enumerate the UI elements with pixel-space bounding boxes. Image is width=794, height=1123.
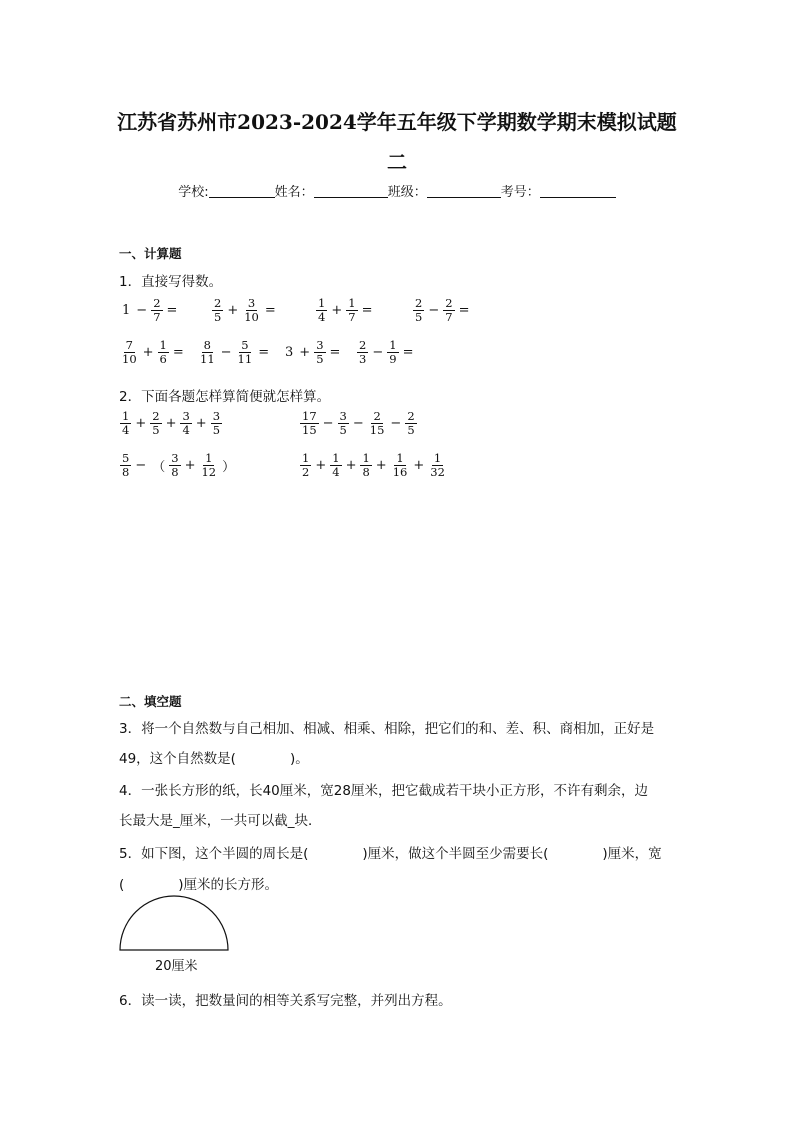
fraction-denominator: 15 (302, 423, 317, 437)
math-token: + (375, 458, 387, 473)
expr-r2d (356, 339, 416, 366)
math-token: − (322, 416, 334, 431)
fraction-denominator: 2 (302, 465, 310, 479)
fraction-denominator: 4 (182, 423, 190, 437)
math-token: − (220, 345, 232, 360)
semicircle-figure (116, 893, 236, 955)
math-token: − (428, 303, 440, 318)
math-token: − (372, 345, 384, 360)
fraction-denominator: 15 (369, 423, 385, 437)
fraction-denominator: 6 (159, 352, 167, 366)
fraction (428, 452, 447, 479)
fraction-numerator: 3 (182, 409, 190, 423)
fraction (346, 297, 357, 324)
fraction (391, 452, 410, 479)
fraction-numerator: 3 (171, 451, 179, 465)
question-2: 2．下面各题怎样算简便就怎样算。 (119, 389, 331, 405)
fraction (150, 410, 161, 437)
fraction-numerator: 1 (348, 296, 356, 310)
fraction-numerator: 1 (433, 451, 442, 465)
fraction-numerator: 7 (125, 338, 133, 352)
fraction-denominator: 4 (122, 423, 130, 437)
fraction-numerator: 1 (205, 451, 213, 465)
fraction-denominator: 11 (200, 352, 215, 366)
expr-r1b (211, 297, 279, 324)
question-4-line2: 长最大是_厘米，一共可以截_块． (119, 813, 322, 829)
fraction (120, 410, 131, 437)
class-blank[interactable] (427, 183, 501, 198)
equals-sign: = (361, 303, 373, 318)
fraction-denominator: 5 (339, 423, 347, 437)
fraction-numerator: 3 (212, 409, 221, 423)
fraction (180, 410, 191, 437)
fraction-denominator: 7 (445, 310, 453, 324)
fraction (120, 339, 139, 366)
fraction-numerator: 2 (153, 296, 161, 310)
section-heading-calc: 一、计算题 (119, 246, 182, 261)
expr-s2 (299, 410, 418, 437)
math-token: 1 (122, 303, 131, 318)
fraction (360, 452, 371, 479)
fraction (338, 410, 349, 437)
fraction-denominator: 11 (237, 352, 253, 366)
fraction-denominator: 8 (171, 465, 179, 479)
fraction-denominator: 5 (415, 310, 423, 324)
fraction-denominator: 16 (392, 465, 408, 479)
fraction (300, 410, 319, 437)
math-token: + (331, 303, 343, 318)
equals-sign: = (264, 303, 276, 318)
fraction-numerator: 1 (362, 451, 370, 465)
fraction-numerator: 1 (159, 338, 167, 352)
fraction (212, 297, 223, 324)
fraction-denominator: 10 (122, 352, 137, 366)
math-token: + (184, 458, 196, 473)
fraction-numerator: 5 (122, 451, 130, 465)
fraction (169, 452, 180, 479)
fraction-denominator: 5 (407, 423, 415, 437)
fraction-numerator: 3 (339, 409, 347, 423)
fraction-numerator: 1 (318, 296, 326, 310)
question-3-line2: 49，这个自然数是( )。 (119, 751, 309, 767)
question-3-line1: 3．将一个自然数与自己相加、相减、相乘、相除，把它们的和、差、积、商相加，正好是 (119, 721, 655, 737)
fraction-numerator: 1 (122, 409, 130, 423)
fraction-numerator: 2 (214, 296, 222, 310)
math-token: − (352, 416, 364, 431)
expr-r2c (282, 339, 343, 366)
math-token: + (142, 345, 154, 360)
fraction-numerator: 2 (407, 409, 415, 423)
math-token: ） (222, 460, 236, 475)
math-token: （ (152, 460, 166, 475)
equals-sign: = (402, 345, 414, 360)
fraction-denominator: 9 (389, 352, 397, 366)
fraction (199, 452, 218, 479)
fraction-denominator: 5 (214, 310, 222, 324)
fraction-denominator: 8 (122, 465, 130, 479)
expr-r1d (412, 297, 472, 324)
name-label: 姓名： (274, 185, 314, 200)
fraction-numerator: 2 (445, 296, 453, 310)
fraction-denominator: 10 (244, 310, 259, 324)
page-title: 江苏省苏州市2023-2024学年五年级下学期数学期末模拟试题 (117, 110, 677, 134)
question-1: 1．直接写得数。 (119, 274, 223, 290)
math-token: − (136, 303, 148, 318)
class-label: 班级： (387, 185, 427, 200)
fraction (314, 339, 325, 366)
fraction (120, 452, 131, 479)
expr-r1c (315, 297, 375, 324)
expr-r1a (119, 297, 180, 324)
equals-sign: = (258, 345, 270, 360)
exam-no-label: 考号： (500, 185, 540, 200)
expr-s3 (119, 452, 238, 479)
page-title-line2: 二 (387, 150, 407, 174)
fraction (405, 410, 416, 437)
school-label: 学校: (178, 185, 209, 200)
question-4-line1: 4．一张长方形的纸，长40厘米，宽28厘米，把它截成若干块小正方形，不许有剩余，边 (119, 783, 648, 799)
equals-sign: = (329, 345, 341, 360)
fraction-denominator: 4 (318, 310, 326, 324)
student-info-line (0, 181, 794, 200)
fraction-denominator: 32 (430, 465, 445, 479)
fraction-numerator: 1 (396, 451, 404, 465)
fraction-numerator: 5 (241, 338, 249, 352)
fraction-denominator: 5 (212, 423, 221, 437)
math-token: − (390, 416, 402, 431)
fraction (387, 339, 398, 366)
fraction (242, 297, 261, 324)
fraction-numerator: 8 (203, 338, 211, 352)
exam-no-blank[interactable] (540, 183, 616, 198)
expr-s4 (299, 452, 448, 479)
semicircle-diameter-label: 20厘米 (155, 959, 198, 974)
fraction-denominator: 7 (153, 310, 161, 324)
fraction (300, 452, 311, 479)
equals-sign: = (458, 303, 470, 318)
math-token: − (135, 458, 147, 473)
fraction (357, 339, 368, 366)
math-token: 3 (285, 345, 294, 360)
fraction (443, 297, 454, 324)
expr-s1 (119, 410, 223, 437)
fraction-denominator: 5 (316, 352, 324, 366)
fraction-denominator: 5 (152, 423, 160, 437)
fraction-numerator: 2 (415, 296, 423, 310)
fraction (330, 452, 341, 479)
fraction-denominator: 8 (362, 465, 370, 479)
math-token: + (345, 458, 357, 473)
question-5-line1: 5．如下图，这个半圆的周长是( )厘米，做这个半圆至少需要长( )厘米，宽 (119, 846, 662, 862)
fraction (211, 410, 222, 437)
fraction-numerator: 1 (389, 338, 397, 352)
fraction (413, 297, 424, 324)
question-6: 6．读一读，把数量间的相等关系写完整，并列出方程。 (119, 993, 452, 1009)
math-token: + (195, 416, 207, 431)
fraction-numerator: 1 (302, 451, 310, 465)
expr-r2a (119, 339, 187, 366)
fraction (158, 339, 169, 366)
fraction-numerator: 3 (316, 338, 324, 352)
fraction-denominator: 4 (332, 465, 340, 479)
fraction-numerator: 2 (373, 409, 381, 423)
fraction-denominator: 12 (201, 465, 217, 479)
fraction-numerator: 2 (359, 338, 367, 352)
equals-sign: = (172, 345, 184, 360)
equals-sign: = (166, 303, 178, 318)
math-token: + (413, 458, 425, 473)
math-token: + (135, 416, 147, 431)
fraction-numerator: 2 (152, 409, 160, 423)
fraction (316, 297, 327, 324)
fraction-numerator: 3 (247, 296, 256, 310)
expr-r2b (197, 339, 272, 366)
fraction-denominator: 7 (348, 310, 356, 324)
fraction (236, 339, 255, 366)
name-blank[interactable] (314, 183, 388, 198)
section-heading-fill: 二、填空题 (119, 694, 182, 709)
fraction (368, 410, 387, 437)
semicircle-shape (120, 896, 228, 950)
math-token: + (227, 303, 239, 318)
math-token: + (315, 458, 327, 473)
math-token: + (165, 416, 177, 431)
math-token: + (299, 345, 311, 360)
fraction-numerator: 1 (332, 451, 340, 465)
school-blank[interactable] (209, 183, 275, 198)
fraction-denominator: 3 (359, 352, 367, 366)
fraction (198, 339, 217, 366)
fraction (151, 297, 162, 324)
question-5-line2: ( )厘米的长方形。 (119, 877, 279, 893)
fraction-numerator: 17 (302, 409, 317, 423)
